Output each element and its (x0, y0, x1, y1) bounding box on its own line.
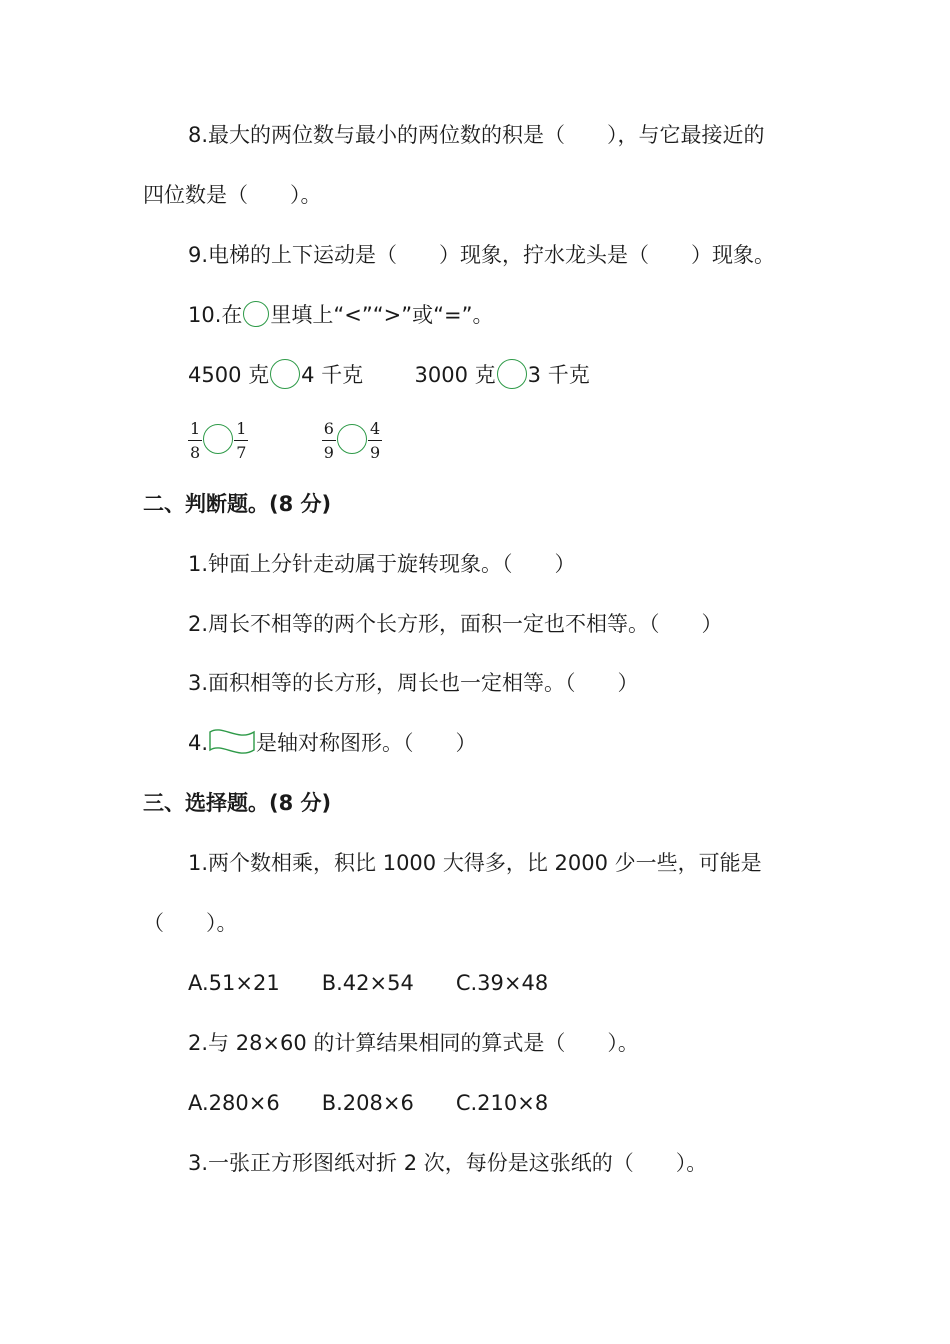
fraction-1-left (188, 420, 202, 462)
choice-q1-line1: 1.两个数相乘，积比 1000 大得多，比 2000 少一些，可能是 (188, 851, 762, 875)
fraction-2-right-num: 4 (368, 420, 382, 441)
compare-1-right: 4 千克 (301, 363, 364, 387)
q9-text: 9.电梯的上下运动是（ ）现象，拧水龙头是（ ）现象。 (188, 243, 776, 267)
choice-q2-option-a[interactable]: A.280×6 (188, 1091, 280, 1115)
judge-item-2: 2.周长不相等的两个长方形，面积一定也不相等。（ ） (188, 612, 723, 636)
choice-q1-options (188, 969, 548, 997)
q10-row-fractions (188, 418, 382, 462)
judge-item-1: 1.钟面上分针走动属于旋转现象。（ ） (188, 552, 576, 576)
q10-prefix: 10.在 (188, 303, 243, 327)
fraction-2-left (322, 420, 336, 462)
choice-q2-option-c[interactable]: C.210×8 (455, 1091, 549, 1115)
compare-4-circle-icon[interactable] (337, 424, 367, 454)
judge-item-4-prefix: 4. (188, 731, 209, 755)
fraction-1-right (234, 420, 248, 462)
compare-3-circle-icon[interactable] (203, 424, 233, 454)
q8-line2: 四位数是（ ）。 (143, 183, 322, 207)
fraction-2-right (368, 420, 382, 462)
choice-q2-options (188, 1089, 548, 1117)
compare-2-circle-icon[interactable] (497, 359, 527, 389)
compare-1-circle-icon[interactable] (270, 359, 300, 389)
choice-q2-option-b[interactable]: B.208×6 (321, 1091, 414, 1115)
fraction-1-right-num: 1 (234, 420, 248, 441)
section-judge-heading: 二、判断题。(8 分) (143, 492, 332, 516)
fraction-1-left-num: 1 (188, 420, 202, 441)
compare-1-left: 4500 克 (188, 363, 270, 387)
compare-circle-icon (243, 301, 269, 327)
wavy-shape-icon (208, 726, 256, 756)
choice-q1-option-a[interactable]: A.51×21 (188, 971, 280, 995)
judge-item-3: 3.面积相等的长方形，周长也一定相等。（ ） (188, 671, 639, 695)
fraction-2-left-den: 9 (323, 443, 334, 462)
choice-q1-option-b[interactable]: B.42×54 (321, 971, 414, 995)
judge-item-4-suffix: 是轴对称图形。（ ） (256, 731, 477, 755)
choice-q3-text: 3.一张正方形图纸对折 2 次，每份是这张纸的（ ）。 (188, 1151, 708, 1175)
fraction-2-left-num: 6 (322, 420, 336, 441)
fraction-1-right-den: 7 (236, 443, 247, 462)
choice-q2-text: 2.与 28×60 的计算结果相同的算式是（ ）。 (188, 1031, 639, 1055)
compare-2-right: 3 千克 (527, 363, 590, 387)
q10-instruction (188, 301, 493, 329)
judge-item-4 (188, 729, 477, 759)
fraction-1-left-den: 8 (190, 443, 201, 462)
q10-row-weights (188, 361, 590, 391)
section-choice-heading: 三、选择题。(8 分) (143, 791, 332, 815)
compare-2-left: 3000 克 (414, 363, 496, 387)
choice-q1-line2: （ ）。 (143, 911, 238, 935)
q10-suffix: 里填上“<”“>”或“=”。 (270, 303, 494, 327)
q8-line1: 8.最大的两位数与最小的两位数的积是（ ），与它最接近的 (188, 123, 765, 147)
choice-q1-option-c[interactable]: C.39×48 (455, 971, 549, 995)
fraction-2-right-den: 9 (369, 443, 381, 462)
